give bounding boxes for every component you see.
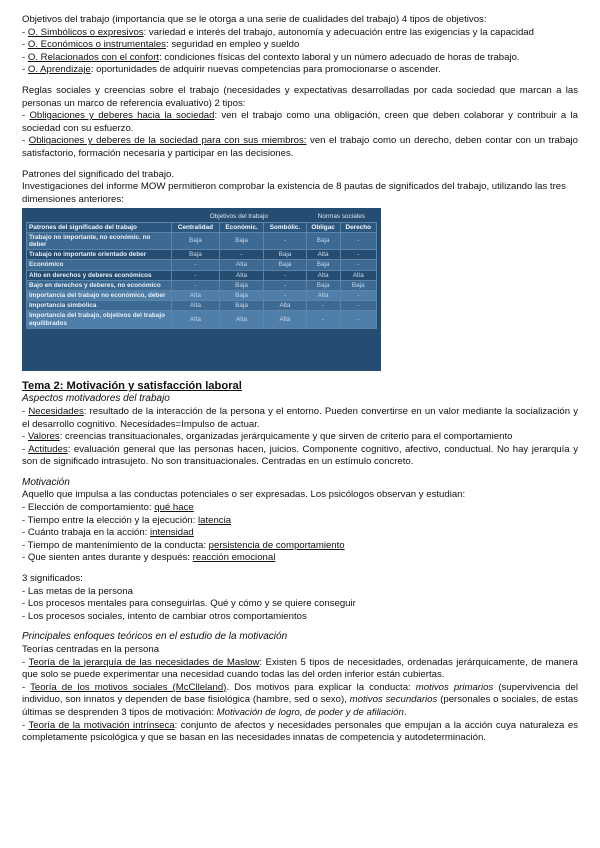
table-cell: - bbox=[264, 290, 306, 300]
objectives-intro: Objetivos del trabajo (importancia que se le otorga a una serie de cualidades del trabajo) 4 tipos de objetivos: bbox=[22, 14, 487, 25]
table-cell: Alta bbox=[340, 270, 376, 280]
table-cell: Alta bbox=[219, 311, 263, 328]
list-item: - Los procesos sociales, intento de cambiar otros comportamientos bbox=[22, 610, 307, 622]
term: qué hace bbox=[154, 502, 194, 514]
subsection-title: Aspectos motivadores del trabajo bbox=[22, 393, 170, 405]
term: Actitudes bbox=[28, 443, 68, 455]
table-cell: Alta bbox=[219, 260, 263, 270]
term: reacción emocional bbox=[192, 552, 276, 564]
table-row bbox=[27, 260, 377, 270]
subsection-title: Principales enfoques teóricos en el estudio de la motivación bbox=[22, 631, 288, 643]
table-cell: Baja bbox=[306, 280, 340, 290]
mow-patterns-table bbox=[26, 212, 377, 328]
table-cell: Alta bbox=[172, 311, 220, 328]
section-title: Tema 2: Motivación y satisfacción laboral bbox=[22, 380, 242, 393]
table-cell: Baja bbox=[340, 280, 376, 290]
list-item: - Tiempo de mantenimiento de la conducta: persistencia de comportamiento bbox=[22, 539, 345, 551]
term: Valores bbox=[27, 431, 60, 443]
term: intensidad bbox=[150, 527, 194, 539]
table-cell: - bbox=[340, 301, 376, 311]
term: persistencia de comportamiento bbox=[208, 539, 345, 551]
emphasis: motivos secundarios bbox=[349, 694, 438, 706]
table-cell: Baja bbox=[219, 301, 263, 311]
table-row bbox=[27, 290, 377, 300]
subsection-title: Motivación bbox=[22, 476, 70, 488]
objectives-list bbox=[22, 27, 578, 77]
table-row bbox=[27, 301, 377, 311]
term: O. Económicos o instrumentales bbox=[27, 39, 166, 51]
table-cell: - bbox=[172, 270, 220, 280]
table-cell: Baja bbox=[306, 260, 340, 270]
table-cell: - bbox=[340, 311, 376, 328]
patterns-intro: Investigaciones del informe MOW permitieron comprobar la existencia de 8 pautas de significados del trabajo, utilizando las tres dimensiones anteriores: bbox=[22, 181, 566, 205]
document-page bbox=[22, 14, 578, 745]
list-item: - Obligaciones y deberes hacia la sociedad: ven el trabajo como una obligación, creen que deben colaborar y contribuir a la sociedad con su esfuerzo. bbox=[22, 110, 578, 134]
table-cell: Alta bbox=[219, 270, 263, 280]
table-row bbox=[27, 270, 377, 280]
row-label: Trabajo no importante orientado deber bbox=[27, 250, 172, 260]
mow-patterns-table-image bbox=[22, 208, 381, 371]
norms-intro: Reglas sociales y creencias sobre el trabajo (necesidades y expectativas desarrolladas por cada sociedad que marcan a las personas un marco de referencia evaluativo) 2 tipos: bbox=[22, 84, 578, 109]
table-header-row bbox=[27, 222, 377, 232]
table-cell: - bbox=[306, 311, 340, 328]
meanings-title: 3 significados: bbox=[22, 573, 83, 585]
list-item: - Actitudes: evaluación general que las personas hacen, juicios. Componente cognitivo, afectivo, conductual. No hay jerarquía y son de significado intrasujeto. No son transituacionales. Centradas en un estímulo concreto. bbox=[22, 443, 578, 468]
term: Obligaciones y deberes de la sociedad para con sus miembros: bbox=[28, 135, 307, 147]
list-item: - Elección de comportamiento: qué hace bbox=[22, 502, 194, 514]
column-header: Patrones del significado del trabajo bbox=[27, 222, 172, 232]
row-label: Económico bbox=[27, 260, 172, 270]
column-header: Derecho bbox=[340, 222, 376, 232]
table-cell: Alta bbox=[172, 301, 220, 311]
table-cell: Baja bbox=[264, 250, 306, 260]
table-cell: Baja bbox=[306, 232, 340, 249]
table-cell: - bbox=[264, 232, 306, 249]
list-item: - Las metas de la persona bbox=[22, 585, 133, 597]
list-item: - Teoría de la motivación intrínseca: conjunto de afectos y necesidades personales que empujan a la acción cuya naturaleza es completamente psicológica y que se basan en las necesidades innatas de competencia y autodeterminación. bbox=[22, 719, 578, 744]
motivation-intro: Aquello que impulsa a las conductas potenciales o ser expresadas. Los psicólogos observan y estudian: bbox=[22, 489, 466, 501]
table-group-header bbox=[27, 212, 377, 222]
table-cell: - bbox=[340, 260, 376, 270]
term: latencia bbox=[197, 514, 232, 526]
list-item: - Los procesos mentales para conseguirlas. Qué y cómo y se quiere conseguir bbox=[22, 598, 356, 610]
column-header: Económic. bbox=[219, 222, 263, 232]
row-label: Importancia del trabajo, objetivos del trabajo equilibrados bbox=[27, 311, 172, 328]
table-cell: Alta bbox=[264, 301, 306, 311]
person-centered-title: Teorías centradas en la persona bbox=[22, 644, 160, 655]
table-cell: Baja bbox=[172, 232, 220, 249]
list-item: - Teoría de la jerarquía de las necesidades de Maslow: Existen 5 tipos de necesidades, ordenadas jerárquicamente, de manera que solo se puede experimentar una necesidad cuando todas las del orden inferior están cubiertas. bbox=[22, 656, 578, 681]
term: Necesidades bbox=[28, 405, 84, 417]
emphasis: Motivación de logro, de poder y de afiliación bbox=[216, 706, 404, 718]
term: O. Simbólicos o expresivos bbox=[27, 26, 144, 38]
list-item: - Cuánto trabaja en la acción: intensidad bbox=[22, 527, 194, 539]
table-cell: Alta bbox=[306, 250, 340, 260]
table-cell: - bbox=[306, 301, 340, 311]
list-item: - Necesidades: resultado de la interacción de la persona y el entorno. Pueden convertirse en un valor mediante la socialización y el desarrollo cognitivo. Necesidades=Impulso de actuar. bbox=[22, 405, 578, 430]
table-cell: - bbox=[340, 232, 376, 249]
row-label: Trabajo no importante, no económic. no deber bbox=[27, 232, 172, 249]
list-item: - Valores: creencias transituacionales, organizadas jerárquicamente y que sirven de criterio para el comportamiento bbox=[22, 431, 513, 443]
list-item: - Que sienten antes durante y después: reacción emocional bbox=[22, 552, 276, 564]
column-header: Obligac bbox=[306, 222, 340, 232]
table-cell: Baja bbox=[172, 250, 220, 260]
term: Obligaciones y deberes hacia la sociedad bbox=[29, 110, 215, 122]
table-cell: - bbox=[172, 280, 220, 290]
row-label: Alto en derechos y deberes económicos bbox=[27, 270, 172, 280]
group-objectives: Objetivos del trabajo bbox=[209, 213, 268, 221]
list-item: - O. Simbólicos o expresivos: variedad e interés del trabajo, autonomía y adecuación entre las exigencias y la capacidad bbox=[22, 26, 534, 38]
table-cell: Baja bbox=[219, 280, 263, 290]
table-cell: - bbox=[264, 270, 306, 280]
table-cell: - bbox=[264, 280, 306, 290]
table-row bbox=[27, 232, 377, 249]
table-cell: - bbox=[340, 250, 376, 260]
list-item: - Teoría de los motivos sociales (McClleland). Dos motivos para explicar la conducta: motivos primarios (supervivencia del individuo, son innatos y dependen de base fisiológica (hambre, sed o sexo), motivos secundarios (personales o sociales, de estas últimas se desprenden 3 tipos de motivación: Motivación de logro, de poder y de afiliación. bbox=[22, 681, 579, 718]
group-norms: Normas sociales bbox=[317, 213, 365, 221]
table-cell: Baja bbox=[219, 232, 263, 249]
term: Teoría de la jerarquía de las necesidades de Maslow bbox=[28, 656, 260, 668]
table-cell: - bbox=[219, 250, 263, 260]
patterns-title: Patrones del significado del trabajo. bbox=[22, 168, 174, 180]
term: Teoría de la motivación intrínseca bbox=[28, 719, 175, 731]
table-row bbox=[27, 280, 377, 290]
list-item: - Tiempo entre la elección y la ejecución: latencia bbox=[22, 514, 232, 526]
term: Teoría de los motivos sociales (McClleland) bbox=[30, 681, 227, 693]
table-row bbox=[27, 250, 377, 260]
term: O. Aprendizaje bbox=[27, 64, 91, 76]
row-label: Importancia simbólica bbox=[27, 301, 172, 311]
table-cell: Alta bbox=[306, 290, 340, 300]
row-label: Importancia del trabajo no económico, deber bbox=[27, 290, 172, 300]
column-header: Sombólic. bbox=[264, 222, 306, 232]
table-cell: Alta bbox=[264, 311, 306, 328]
list-item: - Obligaciones y deberes de la sociedad para con sus miembros: ven el trabajo como un derecho, deben contar con un trabajo satisfactorio, formación necesaria y participar en las decisiones. bbox=[22, 135, 578, 159]
table-cell: - bbox=[172, 260, 220, 270]
emphasis: motivos primarios bbox=[415, 681, 494, 693]
table-cell: - bbox=[340, 290, 376, 300]
table-cell: Baja bbox=[264, 260, 306, 270]
table-row bbox=[27, 311, 377, 328]
term: O. Relacionados con el confort bbox=[27, 51, 160, 63]
row-label: Bajo en derechos y deberes, no económico bbox=[27, 280, 172, 290]
list-item: - O. Económicos o instrumentales: seguridad en empleo y sueldo bbox=[22, 39, 300, 51]
list-item: - O. Relacionados con el confort: condiciones físicas del contexto laboral y un número adecuado de horas de trabajo. bbox=[22, 51, 520, 63]
table-cell: Alta bbox=[172, 290, 220, 300]
list-item: - O. Aprendizaje: oportunidades de adquirir nuevas competencias para promocionarse o ascender. bbox=[22, 64, 441, 76]
table-cell: Baja bbox=[219, 290, 263, 300]
table-cell: Alta bbox=[306, 270, 340, 280]
column-header: Centralidad bbox=[172, 222, 220, 232]
